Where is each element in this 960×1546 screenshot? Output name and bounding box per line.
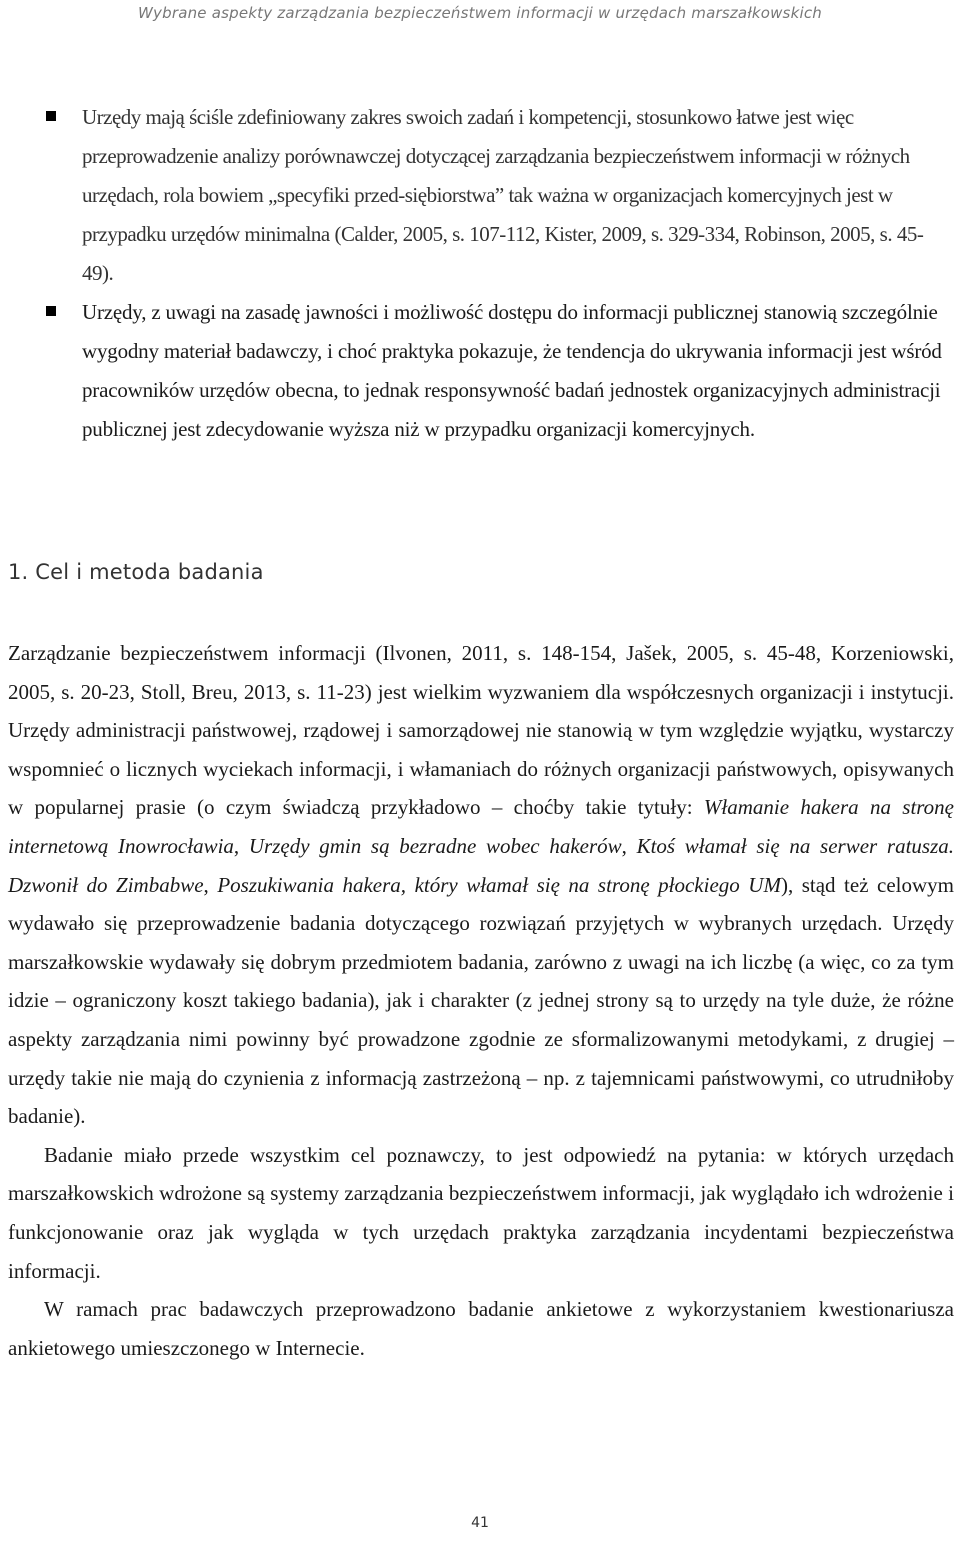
- bullet-list: [46, 98, 954, 449]
- paragraph-text: ), stąd też celowym wydawało się przeprowadzenie badania dotyczącego rozwiązań przyjętych w wybranych urzędach. Urzędy marszałkowskie wydawały się dobrym przedmiotem badania, zarówno z uwagi na ich liczbę (a więc, co za tym idzie – ograniczony koszt takiego badania), jak i charakter (z jednej strony są to urzędy na tyle duże, że różne aspekty zarządzania nimi powinny być prowadzone zgodnie ze sformalizowanymi metodykami, z drugiej – urzędy takie nie mają do czynienia z informacją zastrzeżoną – np. z tajemnicami państwowymi, co utrudniłoby badanie).: [8, 872, 955, 1129]
- page-number: 41: [471, 1515, 489, 1531]
- paragraph: [8, 634, 954, 1136]
- separator: ,: [233, 833, 249, 858]
- paragraph-text: Zarządzanie bezpieczeństwem informacji (Ilvonen, 2011, s. 148-154, Jašek, 2005, s. 45-48, Korzeniowski, 2005, s. 20-23, Stoll, Breu, 2013, s. 11-23) jest wielkim wyzwaniem dla współczesnych organizacji i instytucji. Urzędy administracji państwowej, rządowej i samorządowej nie stanowią w tym względzie wyjątku, wystarczy wspomnieć o licznych wyciekach informacji, i włamaniach do różnych organizacji państwowych, opisywanych w popularnej prasie (o czym świadczą przykładowo – choćby takie tytuły:: [8, 641, 954, 820]
- bullet-text: Urzędy, z uwagi na zasadę jawności i możliwość dostępu do informacji publicznej stanowią szczególnie wygodny materiał badawczy, i choć praktyka pokazuje, że tendencja do ukrywania informacji jest wśród pracowników urzędów obecna, to jednak responsywność badań jednostek organizacyjnych administracji publicznej jest zdecydowanie wyższa niż w przypadku organizacji komercyjnych.: [82, 300, 942, 441]
- separator: ,: [203, 872, 218, 897]
- separator: ,: [621, 833, 637, 858]
- press-title: Urzędy gmin są bezradne wobec hakerów: [248, 833, 622, 858]
- square-bullet-icon: [46, 306, 56, 316]
- running-header: Wybrane aspekty zarządzania bezpieczeństwem informacji w urzędach marszałkowskich: [138, 4, 822, 22]
- paragraph: W ramach prac badawczych przeprowadzono badanie ankietowe z wykorzystaniem kwestionariusza ankietowego umieszczonego w Internecie.: [8, 1297, 954, 1360]
- press-title: Włamanie hakera na stronę internetową Inowrocławia: [8, 795, 954, 858]
- paragraph: Badanie miało przede wszystkim cel poznawczy, to jest odpowiedź na pytania: w których urzędach marszałkowskich wdrożone są systemy zarządzania bezpieczeństwem informacji, jak wyglądało ich wdrożenie i funkcjonowanie oraz jak wygląda w tych urzędach praktyka zarządzania incydentami bezpieczeństwa informacji.: [8, 1142, 954, 1283]
- press-title: Ktoś włamał się na serwer ratusza. Dzwonił do Zimbabwe: [8, 833, 955, 897]
- bullet-text: Urzędy mają ściśle zdefiniowany zakres swoich zadań i kompetencji, stosunkowo łatwe jest więc przeprowadzenie analizy porównawczej dotyczącej zarządzania bezpieczeństwem informacji w różnych urzędach, rola bowiem „specyfiki przed-siębiorstwa” tak ważna w organizacjach komercyjnych jest w przypadku urzędów minimalna (Calder, 2005, s. 107-112, Kister, 2009, s. 329-334, Robinson, 2005, s. 45-49).: [82, 105, 924, 285]
- list-item: [46, 293, 954, 449]
- list-item: [46, 98, 954, 293]
- square-bullet-icon: [46, 111, 56, 121]
- body-text: [8, 634, 954, 1367]
- press-title: Poszukiwania hakera, który włamał się na stronę płockiego UM: [217, 872, 781, 897]
- section-heading: 1. Cel i metoda badania: [8, 560, 264, 584]
